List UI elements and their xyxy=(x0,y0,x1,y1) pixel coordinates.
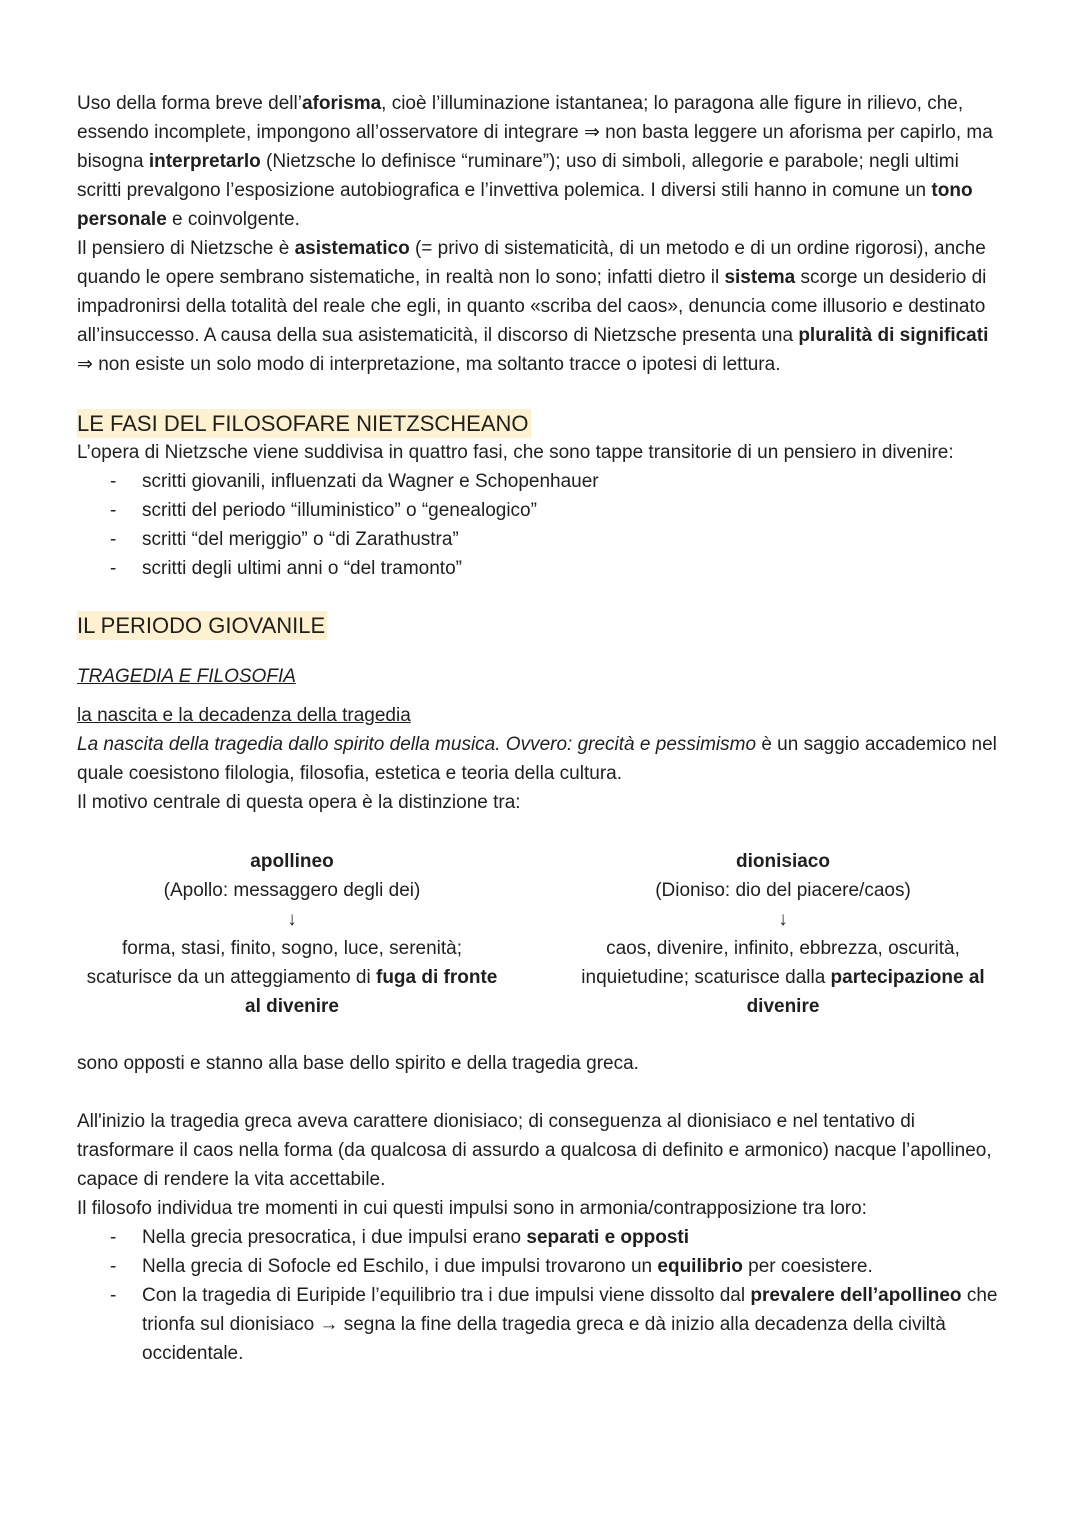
section-heading-fasi: LE FASI DEL FILOSOFARE NIETZSCHEANO xyxy=(77,411,529,436)
inizio-paragraph: All'inizio la tragedia greca aveva carattere dionisiaco; di conseguenza al dionisiaco e nel tentativo di trasformare il caos nella forma (da qualcosa di assurdo a qualcosa di definito e armonico) nacque l’apollineo, capace di rendere la vita accettabile. xyxy=(77,1111,992,1190)
down-arrow-icon: ↓ xyxy=(287,909,297,930)
apollineo-column xyxy=(77,847,507,1021)
document-page xyxy=(77,89,1007,1368)
subheading-tragedia: TRAGEDIA E FILOSOFIA xyxy=(77,666,296,687)
apollineo-subtitle: (Apollo: messaggero degli dei) xyxy=(163,880,421,901)
list-item: - scritti giovanili, influenzati da Wagner e Schopenhauer xyxy=(77,467,1007,496)
list-item: - scritti del periodo “illuministico” o “genealogico” xyxy=(77,496,1007,525)
comparison-columns xyxy=(77,847,1007,1021)
apollineo-title: apollineo xyxy=(250,851,334,872)
section-heading-giovanile: IL PERIODO GIOVANILE xyxy=(77,613,326,638)
down-arrow-icon: ↓ xyxy=(778,909,788,930)
subsubheading-nascita: la nascita e la decadenza della tragedia xyxy=(77,705,411,726)
list-item: - Nella grecia di Sofocle ed Eschilo, i due impulsi trovarono un equilibrio per coesistere. xyxy=(77,1252,1007,1281)
list-item: - Con la tragedia di Euripide l’equilibrio tra i due impulsi viene dissolto dal prevalere dell’apollineo che trionfa sul dionisiaco → segna la fine della tragedia greca e dà inizio alla decadenza della civiltà occidentale. xyxy=(77,1281,1007,1368)
fasi-paragraph: L’opera di Nietzsche viene suddivisa in quattro fasi, che sono tappe transitorie di un pensiero in divenire: xyxy=(77,442,954,463)
list-item: - scritti “del meriggio” o “di Zarathustra” xyxy=(77,525,1007,554)
motivo-paragraph: Il motivo centrale di questa opera è la distinzione tra: xyxy=(77,792,521,813)
apollineo-description: forma, stasi, finito, sogno, luce, serenità; scaturisce da un atteggiamento di fuga di fronte al divenire xyxy=(86,938,498,1017)
list-item: - Nella grecia presocratica, i due impulsi erano separati e opposti xyxy=(77,1223,1007,1252)
momenti-paragraph: Il filosofo individua tre momenti in cui questi impulsi sono in armonia/contrapposizione tra loro: xyxy=(77,1198,867,1219)
dionisiaco-column xyxy=(573,847,993,1021)
list-item: - scritti degli ultimi anni o “del tramonto” xyxy=(77,554,1007,583)
opposti-paragraph: sono opposti e stanno alla base dello spirito e della tragedia greca. xyxy=(77,1053,639,1074)
dionisiaco-title: dionisiaco xyxy=(736,851,830,872)
fasi-list xyxy=(77,467,1007,583)
dionisiaco-subtitle: (Dioniso: dio del piacere/caos) xyxy=(655,880,911,901)
nascita-paragraph: La nascita della tragedia dallo spirito della musica. Ovvero: grecità e pessimismo è un saggio accademico nel quale coesistono filologia, filosofia, estetica e teoria della cultura. xyxy=(77,734,997,784)
dionisiaco-description: caos, divenire, infinito, ebbrezza, oscurità, inquietudine; scaturisce dalla partecipazione al divenire xyxy=(581,938,985,1017)
intro-paragraph-1: Uso della forma breve dell’aforisma, cioè l’illuminazione istantanea; lo paragona alle figure in rilievo, che, essendo incomplete, impongono all’osservatore di integrare ⇒ non basta leggere un aforisma per capirlo, ma bisogna interpretarlo (Nietzsche lo definisce “ruminare”); uso di simboli, allegorie e parabole; negli ultimi scritti prevalgono l’esposizione autobiografica e l’invettiva polemica. I diversi stili hanno in comune un tono personale e coinvolgente. xyxy=(77,93,993,230)
momenti-list xyxy=(77,1223,1007,1368)
intro-paragraph-2: Il pensiero di Nietzsche è asistematico (= privo di sistematicità, di un metodo e di un ordine rigorosi), anche quando le opere sembrano sistematiche, in realtà non lo sono; infatti dietro il sistema scorge un desiderio di impadronirsi della totalità del reale che egli, in quanto «scriba del caos», denuncia come illusorio e destinato all’insuccesso. A causa della sua asistematicità, il discorso di Nietzsche presenta una pluralità di significati ⇒ non esiste un solo modo di interpretazione, ma soltanto tracce o ipotesi di lettura. xyxy=(77,238,989,375)
